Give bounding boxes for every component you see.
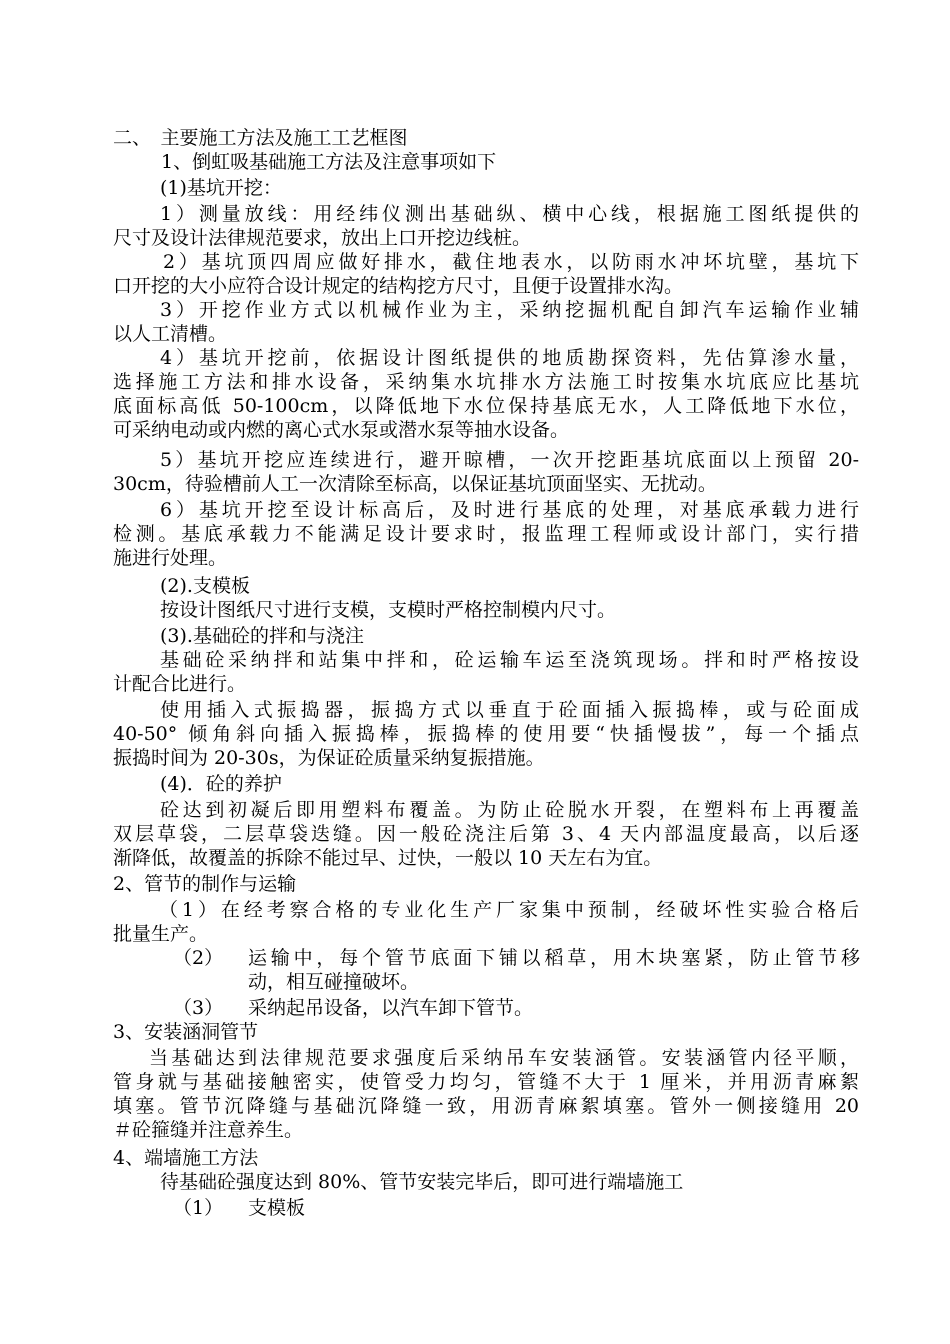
paragraph-3: 3）开挖作业方式以机械作业为主，采纳挖掘机配自卸汽车运输作业辅 以人工清槽。	[113, 299, 859, 345]
paragraph-11: （1）在经考察合格的专业化生产厂家集中预制，经破坏性实验合格后 批量生产。	[113, 899, 859, 945]
paragraph-7: 按设计图纸尺寸进行支模，支模时严格控制模内尺寸。	[160, 599, 617, 621]
subsection-1-title: (1)基坑开挖：	[160, 177, 282, 199]
heading-main-methods: 二、 主要施工方法及施工工艺框图	[113, 127, 408, 149]
list-item-2: （2） 运输中，每个管节底面下铺以稻草，用木块塞紧，防止管节移 动，相互碰撞破坏。	[173, 947, 860, 993]
subsection-4-title: (4)．砼的养护	[160, 773, 282, 795]
subsection-2-title: (2).支模板	[160, 575, 250, 597]
paragraph-2: 2）基坑顶四周应做好排水，截住地表水，以防雨水冲坏坑壁，基坑下 口开挖的大小应符合设计规定的结构挖方尺寸，且便于设置排水沟。	[113, 251, 859, 297]
paragraph-4: 4）基坑开挖前，依据设计图纸提供的地质勘探资料，先估算渗水量， 选择施工方法和排水设备，采纳集水坑排水方法施工时按集水坑底应比基坑 底面标高低 50-100cm，以降低地下水位保持基底无水，人工降低地下水位， 可采纳电动或内燃的离心式水泵或潜水泵等抽水设备。	[113, 347, 859, 441]
list-item-4: （1） 支模板	[173, 1197, 306, 1219]
paragraph-5: 5）基坑开挖应连续进行，避开晾槽，一次开挖距基坑底面以上预留 20- 30cm，待验槽前人工一次清除至标高，以保证基坑顶面坚实、无扰动。	[113, 449, 859, 495]
paragraph-8: 基础砼采纳拌和站集中拌和，砼运输车运至浇筑现场。拌和时严格按设 计配合比进行。	[113, 649, 859, 695]
section-3-title: 3、安装涵洞管节	[113, 1021, 259, 1043]
section-2-title: 2、管节的制作与运输	[113, 873, 297, 895]
paragraph-6: 6）基坑开挖至设计标高后，及时进行基底的处理，对基底承载力进行 检测。基底承载力不能满足设计要求时，报监理工程师或设计部门，实行措 施进行处理。	[113, 499, 859, 569]
section-1-title: 1、倒虹吸基础施工方法及注意事项如下	[161, 151, 497, 173]
paragraph-10: 砼达到初凝后即用塑料布覆盖。为防止砼脱水开裂，在塑料布上再覆盖 双层草袋，二层草袋迭缝。因一般砼浇注后第 3、4 天内部温度最高，以后逐 渐降低，故覆盖的拆除不能过早、过快，一般以 10 天左右为宜。	[113, 799, 859, 869]
paragraph-1: 1）测量放线：用经纬仪测出基础纵、横中心线，根据施工图纸提供的 尺寸及设计法律规范要求，放出上口开挖边线桩。	[113, 203, 859, 249]
paragraph-9: 使用插入式振捣器，振捣方式以垂直于砼面插入振捣棒，或与砼面成 40-50° 倾角斜向插入振捣棒，振捣棒的使用要“快插慢拔”，每一个插点 振捣时间为 20-30s，为保证砼质量采纳复振措施。	[113, 699, 859, 769]
section-4-title: 4、端墙施工方法	[113, 1147, 259, 1169]
list-item-3: （3） 采纳起吊设备，以汽车卸下管节。	[173, 997, 534, 1019]
paragraph-13: 待基础砼强度达到 80%、管节安装完毕后，即可进行端墙施工	[160, 1171, 684, 1193]
paragraph-12: 当基础达到法律规范要求强度后采纳吊车安装涵管。安装涵管内径平顺， 管身就与基础接触密实，使管受力均匀，管缝不大于 1 厘米，并用沥青麻絮 填塞。管节沉降缝与基础沉降缝一致，用沥青麻絮填塞。管外一侧接缝用 20 ＃砼箍缝并注意养生。	[113, 1047, 859, 1141]
subsection-3-title: (3).基础砼的拌和与浇注	[160, 625, 364, 647]
